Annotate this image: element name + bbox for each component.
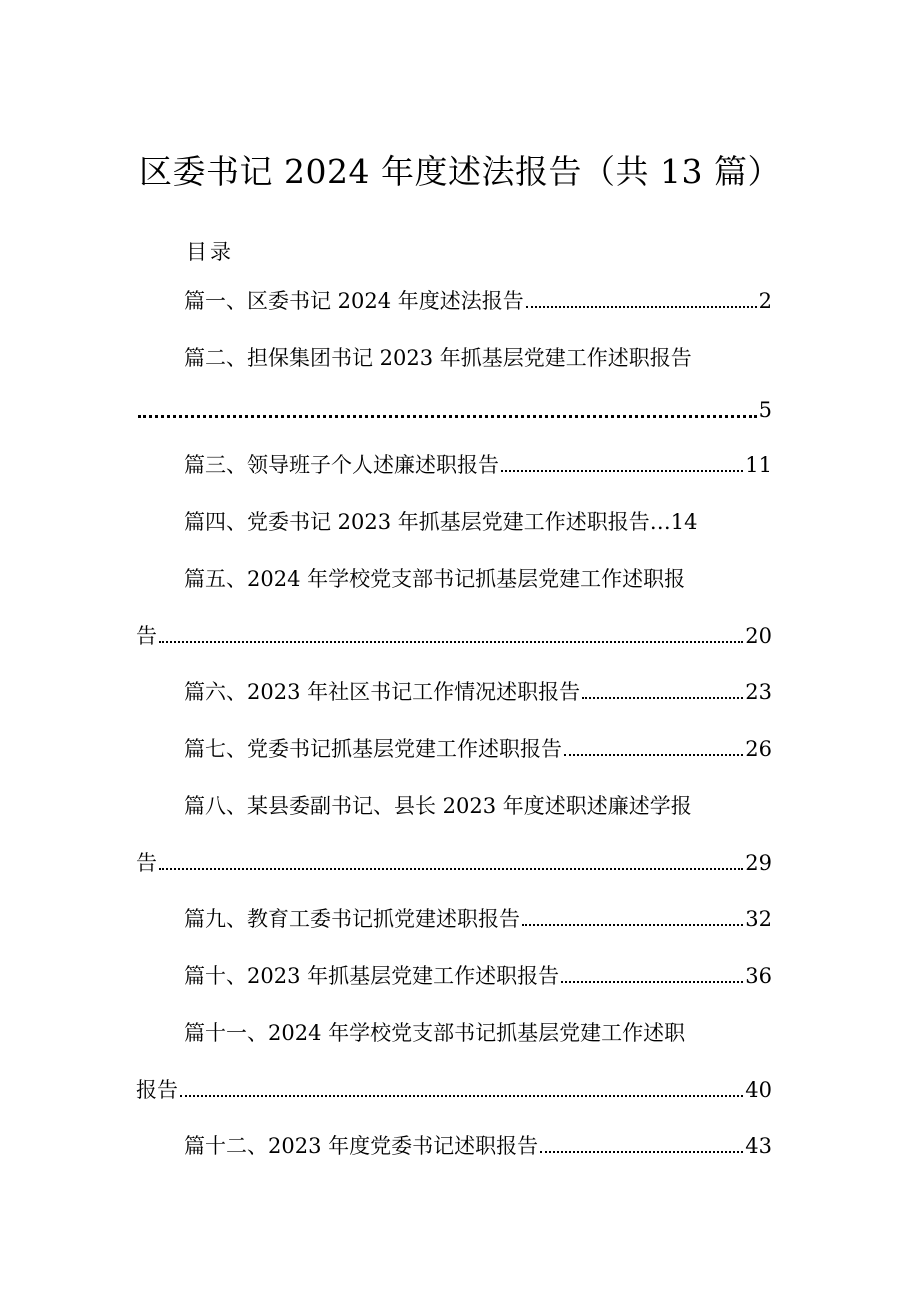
toc-entry[interactable] xyxy=(184,903,772,935)
toc-leader xyxy=(540,1151,743,1153)
toc-entry-title: 篇十一、2024 年学校党支部书记抓基层党建工作述职 xyxy=(184,1021,686,1045)
toc-entry-continuation[interactable] xyxy=(136,620,772,652)
toc-page-number: 11 xyxy=(745,453,772,477)
toc-leader xyxy=(522,924,743,926)
toc-leader xyxy=(138,415,757,418)
toc-page-number: 23 xyxy=(745,680,772,704)
toc-entry-title: 篇四、党委书记 2023 年抓基层党建工作述职报告… xyxy=(184,510,671,534)
toc-entry-continuation[interactable] xyxy=(136,1074,772,1106)
toc-entry[interactable] xyxy=(184,506,772,538)
toc-leader xyxy=(159,868,743,870)
toc-leader xyxy=(526,306,757,308)
toc-entry-title: 篇五、2024 年学校党支部书记抓基层党建工作述职报 xyxy=(184,567,686,591)
toc-leader xyxy=(561,981,743,983)
toc-entry-title: 篇二、担保集团书记 2023 年抓基层党建工作述职报告 xyxy=(184,346,692,370)
toc-entry[interactable] xyxy=(184,1017,772,1049)
toc-page-number: 43 xyxy=(745,1134,772,1158)
toc-entry[interactable] xyxy=(184,733,772,765)
toc-entry[interactable] xyxy=(184,790,772,822)
toc-entry[interactable] xyxy=(184,449,772,481)
toc-entry[interactable] xyxy=(184,563,772,595)
toc-entry[interactable] xyxy=(184,285,772,317)
toc-entry[interactable] xyxy=(184,676,772,708)
toc-entry[interactable] xyxy=(184,342,772,374)
toc-entry-continuation[interactable] xyxy=(136,847,772,879)
toc-entry[interactable] xyxy=(184,960,772,992)
toc-entry-title-continuation: 告 xyxy=(136,851,157,875)
toc-page-number: 14 xyxy=(670,510,698,534)
toc-page-number: 20 xyxy=(745,624,772,648)
toc-page-number: 36 xyxy=(745,964,772,988)
toc-entry-title: 篇十、2023 年抓基层党建工作述职报告 xyxy=(184,964,560,988)
toc-entry-title: 篇九、教育工委书记抓党建述职报告 xyxy=(184,907,520,931)
toc-entry-title: 篇三、领导班子个人述廉述职报告 xyxy=(184,453,499,477)
toc-leader xyxy=(159,641,743,643)
toc-entry[interactable] xyxy=(184,1130,772,1162)
toc-leader xyxy=(564,754,743,756)
toc-page-number: 29 xyxy=(745,851,772,875)
toc-entry-title: 篇六、2023 年社区书记工作情况述职报告 xyxy=(184,680,581,704)
toc-page-number: 26 xyxy=(745,737,772,761)
toc-entry-title-continuation: 报告 xyxy=(136,1078,178,1102)
toc-page-number: 5 xyxy=(758,398,772,422)
document-title: 区委书记 2024 年度述法报告（共 13 篇） xyxy=(139,152,781,191)
toc-entry-title: 篇十二、2023 年度党委书记述职报告 xyxy=(184,1134,539,1158)
toc-entry-title: 篇七、党委书记抓基层党建工作述职报告 xyxy=(184,737,562,761)
toc-entry-continuation[interactable] xyxy=(136,394,772,426)
toc-leader xyxy=(582,697,743,699)
toc-page-number: 40 xyxy=(745,1078,772,1102)
toc-page-number: 32 xyxy=(745,907,772,931)
toc-heading: 目录 xyxy=(186,240,234,264)
toc-leader xyxy=(180,1095,743,1097)
toc-entry-title-continuation: 告 xyxy=(136,624,157,648)
toc-entry-title: 篇一、区委书记 2024 年度述法报告 xyxy=(184,289,524,313)
toc-page-number: 2 xyxy=(758,289,772,313)
toc-leader xyxy=(501,470,743,472)
toc-entry-title: 篇八、某县委副书记、县长 2023 年度述职述廉述学报 xyxy=(184,794,692,818)
